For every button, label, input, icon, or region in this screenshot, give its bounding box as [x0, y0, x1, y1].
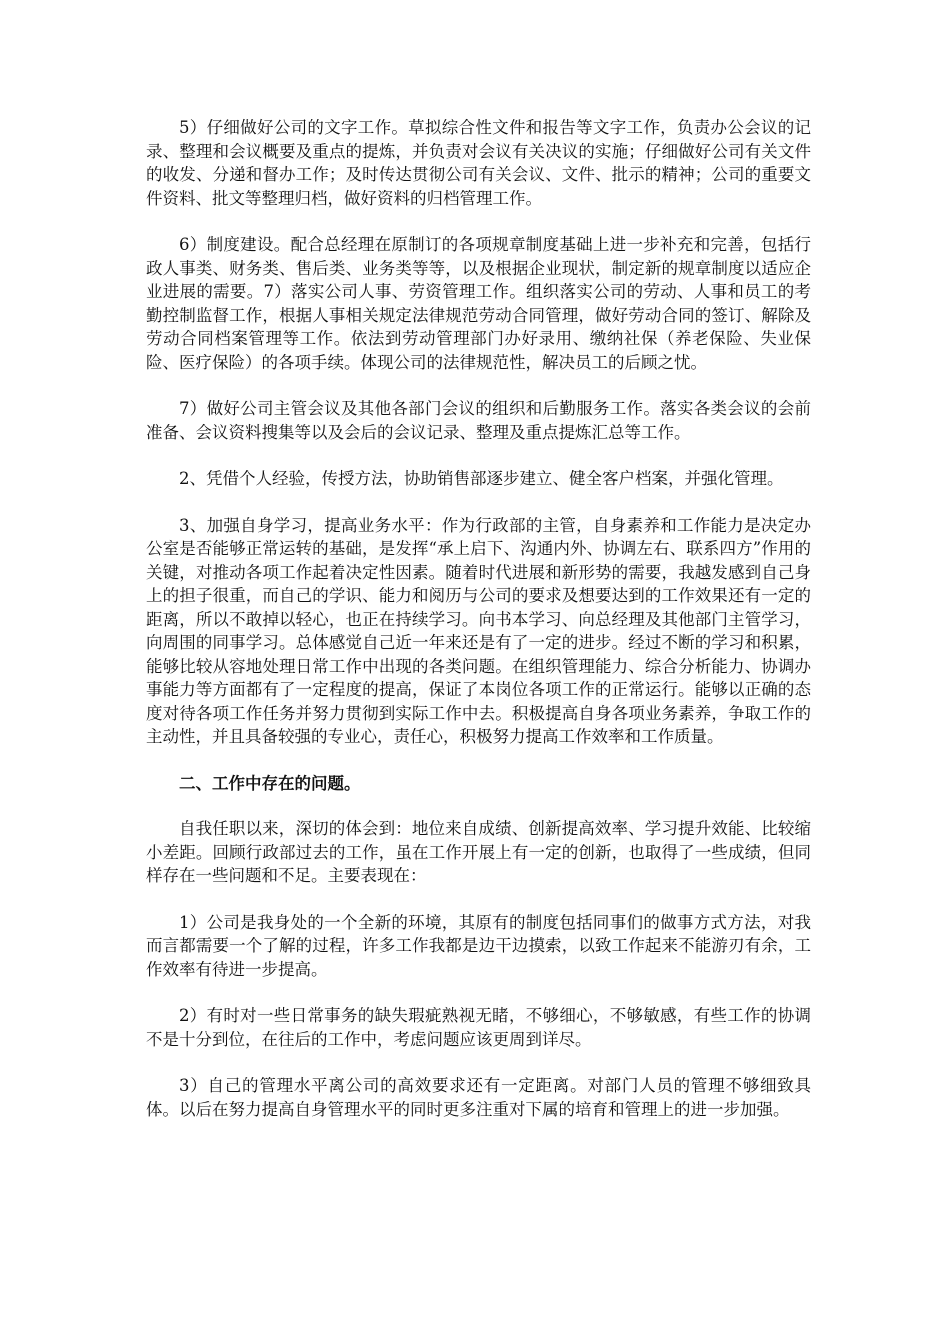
paragraph: 6）制度建设。配合总经理在原制订的各项规章制度基础上进一步补充和完善，包括行政人事类、财务类、售后类、业务类等等，以及根据企业现状，制定新的规章制度以适应企业进展的需要。7）落实公司人事、劳资管理工作。组织落实公司的劳动、人事和员工的考勤控制监督工作，根据人事相关规定法律规范劳动合同管理，做好劳动合同的签订、解除及劳动合同档案管理等工作。依法到劳动管理部门办好录用、缴纳社保（养老保险、失业保险、医疗保险）的各项手续。体现公司的法律规范性，解决员工的后顾之忧。	[146, 235, 811, 372]
paragraph: 2、凭借个人经验，传授方法，协助销售部逐步建立、健全客户档案，并强化管理。	[179, 469, 784, 488]
paragraph: 3）自己的管理水平离公司的高效要求还有一定距离。对部门人员的管理不够细致具体。以后在努力提高自身管理水平的同时更多注重对下属的培育和管理上的进一步加强。	[146, 1076, 811, 1119]
document-body	[146, 116, 811, 1144]
paragraph: 自我任职以来，深切的体会到：地位来自成绩、创新提高效率、学习提升效能、比较缩小差距。回顾行政部过去的工作，虽在工作开展上有一定的创新，也取得了一些成绩，但同样存在一些问题和不足。主要表现在：	[146, 819, 811, 885]
paragraph: 3、加强自身学习，提高业务水平：作为行政部的主管，自身素养和工作能力是决定办公室是否能够正常运转的基础，是发挥“承上启下、沟通内外、协调左右、联系四方”作用的关键，对推动各项工作起着决定性因素。随着时代进展和新形势的需要，我越发感到自己身上的担子很重，而自己的学识、能力和阅历与公司的要求及想要达到的工作效果还有一定的距离，所以不敢掉以轻心，也正在持续学习。向书本学习、向总经理及其他部门主管学习，向周围的同事学习。总体感觉自己近一年来还是有了一定的进步。经过不断的学习和积累，能够比较从容地处理日常工作中出现的各类问题。在组织管理能力、综合分析能力、协调办事能力等方面都有了一定程度的提高，保证了本岗位各项工作的正常运行。能够以正确的态度对待各项工作任务并努力贯彻到实际工作中去。积极提高自身各项业务素养，争取工作的主动性，并且具备较强的专业心，责任心，积极努力提高工作效率和工作质量。	[146, 515, 811, 746]
paragraph: 1）公司是我身处的一个全新的环境，其原有的制度包括同事们的做事方式方法，对我而言都需要一个了解的过程，许多工作我都是边干边摸索，以致工作起来不能游刃有余，工作效率有待进一步提高。	[146, 912, 811, 979]
paragraph: 2）有时对一些日常事务的缺失瑕疵熟视无睹，不够细心，不够敏感，有些工作的协调不是十分到位，在往后的工作中，考虑问题应该更周到详尽。	[146, 1006, 811, 1049]
paragraph: 7）做好公司主管会议及其他各部门会议的组织和后勤服务工作。落实各类会议的会前准备、会议资料搜集等以及会后的会议记录、整理及重点提炼汇总等工作。	[146, 399, 811, 442]
paragraph: 5）仔细做好公司的文字工作。草拟综合性文件和报告等文字工作，负责办公会议的记录、整理和会议概要及重点的提炼，并负责对会议有关决议的实施；仔细做好公司有关文件的收发、分递和督办工作；及时传达贯彻公司有关会议、文件、批示的精神；公司的重要文件资料、批文等整理归档，做好资料的归档管理工作。	[146, 118, 811, 208]
section-heading: 二、工作中存在的问题。	[179, 773, 361, 793]
